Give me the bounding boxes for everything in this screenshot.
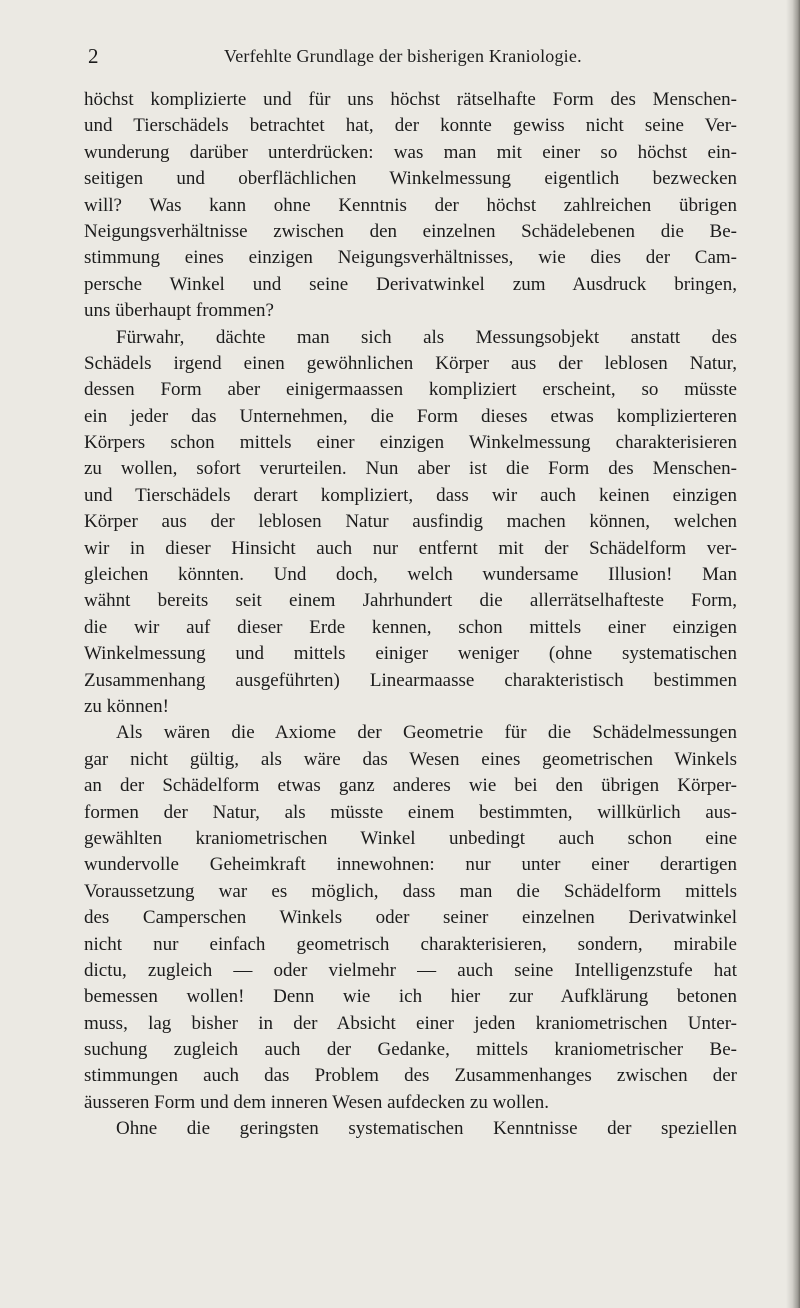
text-line: muss, lag bisher in der Absicht einer jeden kraniometrischen Unter- [84,1012,737,1034]
text-line: und Tierschädels derart kompliziert, dass wir auch keinen einzigen [84,484,737,506]
text-line: Schädels irgend einen gewöhnlichen Körper aus der leblosen Natur, [84,352,737,374]
text-line: Neigungsverhältnisse zwischen den einzelnen Schädelebenen die Be- [84,220,737,242]
text-line: und Tierschädels betrachtet hat, der konnte gewiss nicht seine Ver- [84,115,737,137]
text-line: wundervolle Geheimkraft innewohnen: nur unter einer derartigen [84,854,737,876]
body-text [84,87,737,1143]
text-line: des Camperschen Winkels oder seiner einzelnen Derivatwinkel [84,907,737,929]
text-line: Voraussetzung war es möglich, dass man die Schädelform mittels [84,880,737,902]
text-line: wähnt bereits seit einem Jahrhundert die allerrätselhafteste Form, [84,590,737,612]
text-line: ein jeder das Unternehmen, die Form dieses etwas komplizierteren [84,405,737,427]
text-line: äusseren Form und dem inneren Wesen aufdecken zu wollen. [84,1091,550,1113]
text-line: gleichen könnten. Und doch, welch wundersame Illusion! Man [84,564,737,586]
text-line: Winkelmessung und mittels einiger weniger (ohne systematischen [84,643,737,665]
text-line: dessen Form aber einigermaassen kompliziert erscheint, so müsste [84,379,737,401]
text-line: stimmungen auch das Problem des Zusammenhanges zwischen der [84,1065,737,1087]
page-edge-shadow [786,0,800,1308]
text-line: zu können! [84,695,169,717]
running-title: Verfehlte Grundlage der bisherigen Kraniologie. [224,46,582,66]
text-line: die wir auf dieser Erde kennen, schon mittels einer einzigen [84,616,737,638]
text-line: zu wollen, sofort verurteilen. Nun aber ist die Form des Menschen- [84,458,737,480]
text-line: Zusammenhang ausgeführten) Linearmaasse charakteristisch bestimmen [84,669,737,691]
text-line: Körper aus der leblosen Natur ausfindig machen können, welchen [84,511,737,533]
text-line: gar nicht gültig, als wäre das Wesen eines geometrischen Winkels [84,748,737,770]
text-line: an der Schädelform etwas ganz anderes wie bei den übrigen Körper- [84,775,737,797]
text-line: suchung zugleich auch der Gedanke, mittels kraniometrischer Be- [84,1039,737,1061]
text-line: stimmung eines einzigen Neigungsverhältnisses, wie dies der Cam- [84,247,737,269]
text-line: nicht nur einfach geometrisch charakterisieren, sondern, mirabile [84,933,737,955]
text-line: formen der Natur, als müsste einem bestimmten, willkürlich aus- [84,801,737,823]
text-line: seitigen und oberflächlichen Winkelmessung eigentlich bezwecken [84,168,737,190]
text-line: Fürwahr, dächte man sich als Messungsobjekt anstatt des [116,326,737,348]
text-line: gewählten kraniometrischen Winkel unbedingt auch schon eine [84,827,737,849]
text-line: wir in dieser Hinsicht auch nur entfernt mit der Schädelform ver- [84,537,737,559]
text-line: dictu, zugleich — oder vielmehr — auch seine Intelligenzstufe hat [84,959,737,981]
text-line: Als wären die Axiome der Geometrie für die Schädelmessungen [116,722,737,744]
text-line: höchst komplizierte und für uns höchst rätselhafte Form des Menschen- [84,89,737,110]
page-number: 2 [88,44,99,68]
text-line: bemessen wollen! Denn wie ich hier zur Aufklärung betonen [84,986,737,1008]
page-header [88,44,728,76]
text-line: uns überhaupt frommen? [84,300,274,322]
text-line: persche Winkel und seine Derivatwinkel zum Ausdruck bringen, [84,273,737,295]
text-line: Körpers schon mittels einer einzigen Winkelmessung charakterisieren [84,432,737,454]
text-line: Ohne die geringsten systematischen Kenntnisse der speziellen [116,1118,737,1140]
text-line: will? Was kann ohne Kenntnis der höchst zahlreichen übrigen [84,194,737,216]
text-line: wunderung darüber unterdrücken: was man mit einer so höchst ein- [84,141,737,163]
